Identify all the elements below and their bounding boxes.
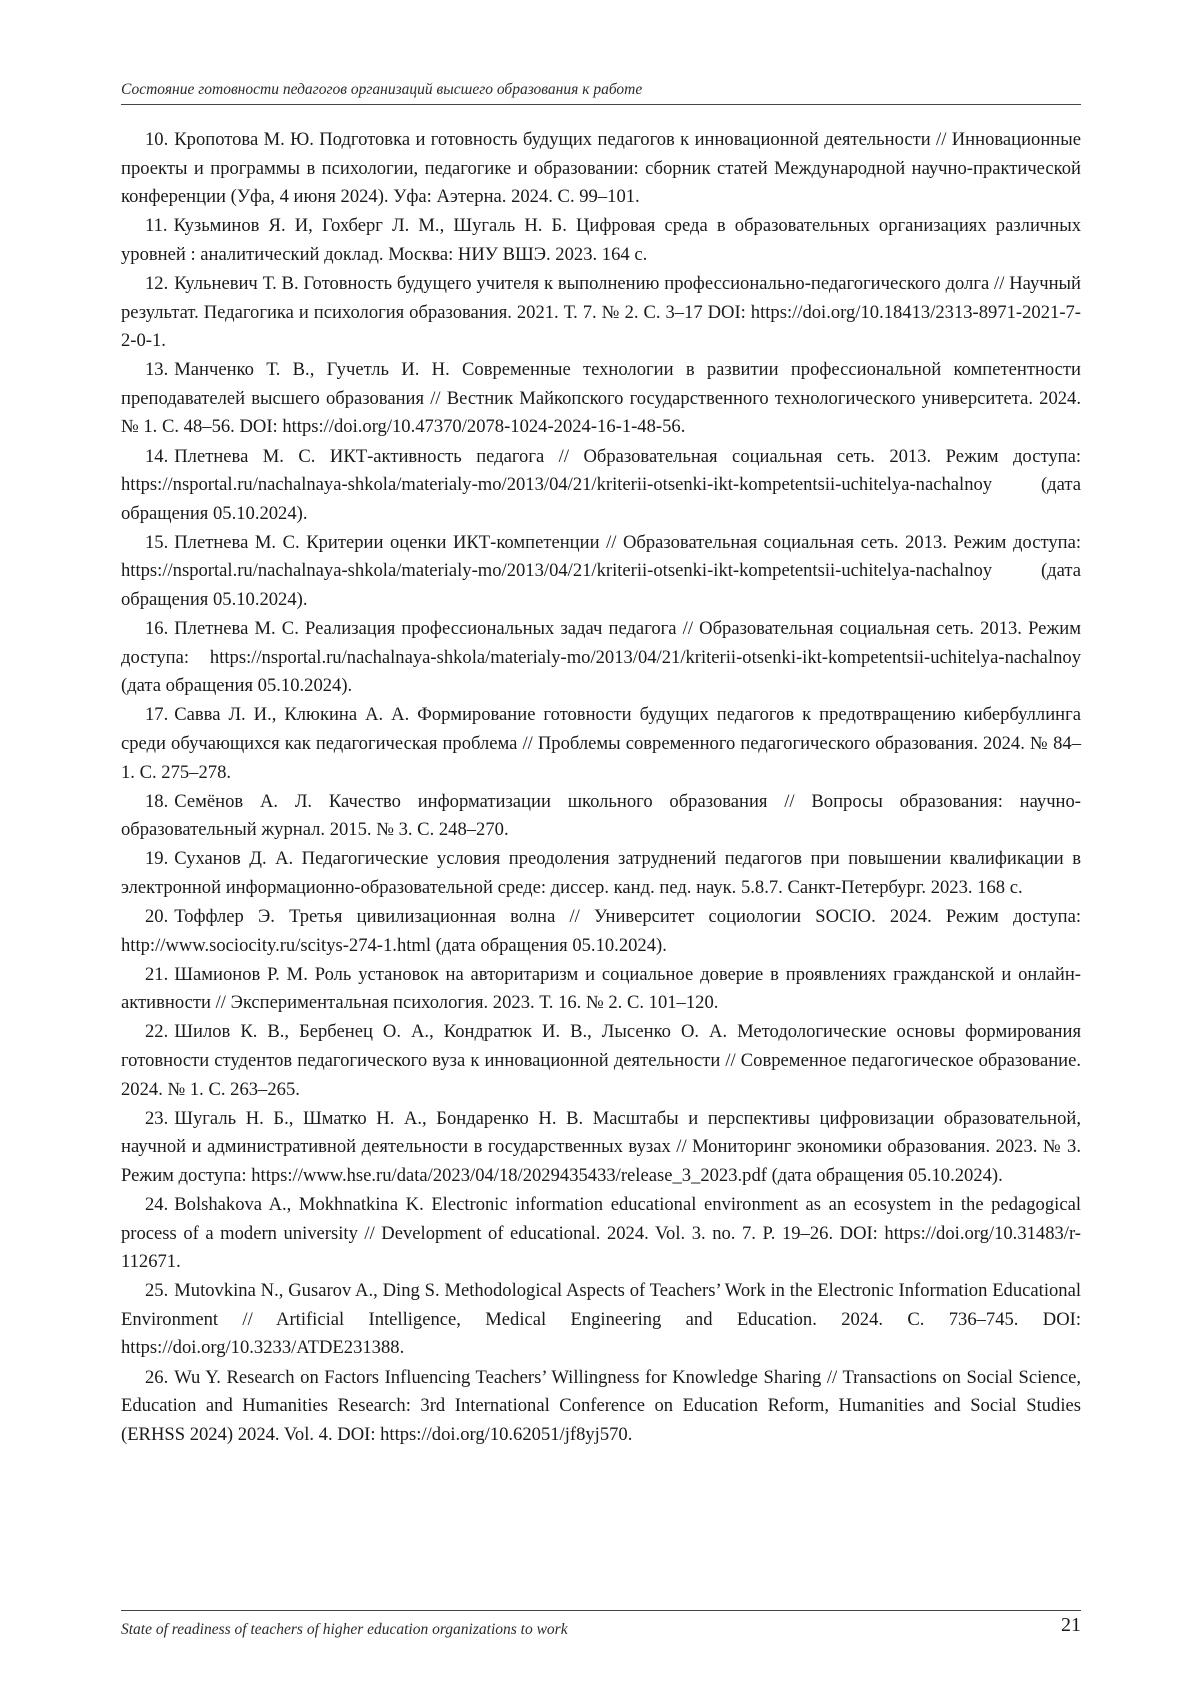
reference-text: Кропотова М. Ю. Подготовка и готовность будущих педагогов к инновационной деятельности // Инновационные проекты и программы в психологии, педагогике и образовании: сборник статей Международной научно-практической конференции (Уфа, 4 июня 2024). Уфа: Аэтерна. 2024. С. 99–101. <box>121 129 1081 208</box>
reference-item <box>121 1018 1081 1104</box>
reference-item <box>121 443 1081 529</box>
reference-text: Тоффлер Э. Третья цивилизационная волна // Университет социологии SOCIO. 2024. Режим доступа: http://www.sociocity.ru/scitys-274-1.html (дата обращения 05.10.2024). <box>121 906 1081 956</box>
reference-number: 12. <box>145 272 169 294</box>
reference-item <box>121 903 1081 960</box>
reference-text: Кузьминов Я. И, Гохберг Л. М., Шугаль Н. Б. Цифровая среда в образовательных организациях различных уровней : аналитический доклад. Москва: НИУ ВШЭ. 2023. 164 с. <box>121 215 1081 265</box>
reference-item <box>121 356 1081 442</box>
reference-number: 11. <box>145 215 168 237</box>
reference-text: Mutovkina N., Gusarov A., Ding S. Methodological Aspects of Teachers’ Work in the Electronic Information Educational Environment // Artificial Intelligence, Medical Engineering and Education. 2024. C. 736–745. DOI: https://doi.org/10.3233/ATDE231388. <box>121 1280 1081 1359</box>
running-footer-title: State of readiness of teachers of higher education organizations to work <box>121 1621 568 1638</box>
reference-number: 17. <box>145 704 169 726</box>
reference-text: Семёнов А. Л. Качество информатизации школьного образования // Вопросы образования: научно-образовательный журнал. 2015. № 3. С. 248–270. <box>121 790 1081 841</box>
running-header-title: Состояние готовности педагогов организаций высшего образования к работе <box>121 81 643 98</box>
reference-number: 13. <box>145 359 169 381</box>
reference-text: Суханов Д. А. Педагогические условия преодоления затруднений педагогов при повышении квалификации в электронной информационно-образовательной среде: диссер. канд. пед. наук. 5.8.7. Санкт-Петербург. 2023. 168 с. <box>121 848 1081 898</box>
reference-text: Манченко Т. В., Гучетль И. Н. Современные технологии в развитии профессиональной компетентности преподавателей высшего образования // Вестник Майкопского государственного технологического университета. 2024. № 1. С. 48–56. DOI: https://doi.org/10.47370/2078-1024-2024-16-1-48-56. <box>121 359 1081 438</box>
reference-item <box>121 701 1081 787</box>
reference-number: 14. <box>145 445 169 467</box>
reference-list <box>121 126 1081 1450</box>
reference-number: 15. <box>145 531 169 553</box>
reference-text: Шилов К. В., Бербенец О. А., Кондратюк И. В., Лысенко О. А. Методологические основы формирования готовности студентов педагогического вуза к инновационной деятельности // Современное педагогическое образование. 2024. № 1. С. 263–265. <box>121 1021 1081 1100</box>
reference-text: Bolshakova A., Mokhnatkina K. Electronic information educational environment as an ecosystem in the pedagogical process of a modern university // Development of educational. 2024. Vol. 3. no. 7. P. 19–26. DOI: https://doi.org/10.31483/r-112671. <box>121 1193 1081 1273</box>
reference-number: 25. <box>145 1280 169 1302</box>
reference-item <box>121 270 1081 356</box>
reference-number: 18. <box>145 790 169 812</box>
reference-number: 24. <box>145 1193 169 1215</box>
reference-number: 21. <box>145 963 169 985</box>
reference-item <box>121 1364 1081 1450</box>
reference-item <box>121 845 1081 902</box>
reference-item <box>121 212 1081 269</box>
reference-text: Савва Л. И., Клюкина А. А. Формирование готовности будущих педагогов к предотвращению кибербуллинга среди обучающихся как педагогическая проблема // Проблемы современного педагогического образования. 2024. № 84–1. С. 275–278. <box>121 704 1081 783</box>
reference-text: Шамионов Р. М. Роль установок на авторитаризм и социальное доверие в проявлениях гражданской и онлайн-активности // Экспериментальная психология. 2023. Т. 16. № 2. С. 101–120. <box>121 963 1081 1014</box>
reference-text: Плетнева М. С. ИКТ-активность педагога // Образовательная социальная сеть. 2013. Режим доступа: https://nsportal.ru/nachalnaya-shkola/materialy-mo/2013/04/21/kriterii-otsenki-ikt-kompetentsii-uchitelya-nachalnoy (дата обращения 05.10.2024). <box>121 445 1081 524</box>
reference-number: 19. <box>145 848 169 870</box>
reference-number: 22. <box>145 1021 169 1043</box>
reference-number: 26. <box>145 1366 169 1388</box>
reference-number: 20. <box>145 906 169 928</box>
reference-item <box>121 788 1081 845</box>
reference-item <box>121 529 1081 615</box>
reference-text: Плетнева М. С. Критерии оценки ИКТ-компетенции // Образовательная социальная сеть. 2013. Режим доступа: https://nsportal.ru/nachalnaya-shkola/materialy-mo/2013/04/21/kriterii-otsenki-ikt-kompetentsii-uchitelya-nachalnoy (дата обращения 05.10.2024). <box>121 531 1081 610</box>
reference-item <box>121 1277 1081 1363</box>
reference-item <box>121 1191 1081 1277</box>
reference-number: 10. <box>145 129 169 150</box>
reference-text: Wu Y. Research on Factors Influencing Teachers’ Willingness for Knowledge Sharing // Transactions on Social Science, Education and Humanities Research: 3rd International Conference on Education Reform, Humanities and Social Studies (ERHSS 2024) 2024. Vol. 4. DOI: https://doi.org/10.62051/jf8yj570. <box>121 1366 1081 1445</box>
page-number: 21 <box>1061 1614 1081 1636</box>
reference-number: 16. <box>145 618 169 640</box>
running-footer <box>121 1610 1081 1641</box>
running-header <box>121 80 1081 105</box>
reference-number: 23. <box>145 1107 169 1129</box>
reference-text: Плетнева М. С. Реализация профессиональных задач педагога // Образовательная социальная сеть. 2013. Режим доступа: https://nsportal.ru/nachalnaya-shkola/materialy-mo/2013/04/21/kriterii-otsenki-ikt-kompetentsii-uchitelya-nachalnoy (дата обращения 05.10.2024). <box>121 618 1081 697</box>
reference-text: Кульневич Т. В. Готовность будущего учителя к выполнению профессионально-педагогического долга // Научный результат. Педагогика и психология образования. 2021. Т. 7. № 2. С. 3–17 DOI: https://doi.org/10.18413/2313-8971-2021-7-2-0-1. <box>121 272 1081 352</box>
reference-item <box>121 126 1081 212</box>
reference-item <box>121 615 1081 701</box>
reference-text: Шугаль Н. Б., Шматко Н. А., Бондаренко Н. В. Масштабы и перспективы цифровизации образовательной, научной и административной деятельности в государственных вузах // Мониторинг экономики образования. 2023. № 3. Режим доступа: https://www.hse.ru/data/2023/04/18/2029435433/release_3_2023.pdf (дата обращения 05.10.2024). <box>121 1107 1081 1186</box>
reference-item <box>121 961 1081 1018</box>
reference-item <box>121 1105 1081 1191</box>
